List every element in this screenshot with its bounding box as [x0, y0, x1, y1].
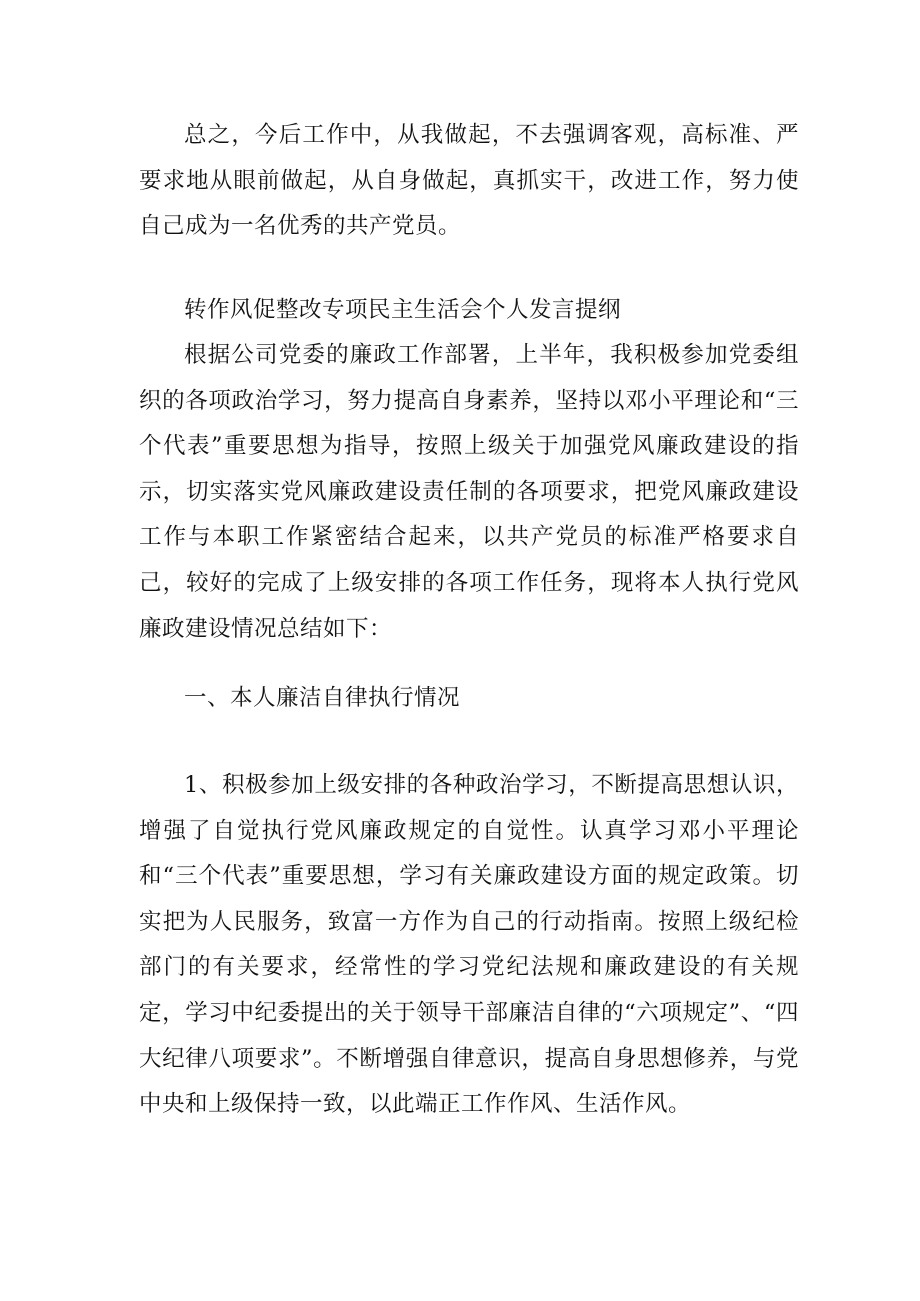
section-heading: 一、本人廉洁自律执行情况: [184, 685, 461, 711]
document-title: 转作风促整改专项民主生活会个人发言提纲: [184, 297, 622, 323]
item-paragraph: 1、积极参加上级安排的各种政治学习，不断提高思想认识，增强了自觉执行党风廉政规定的自觉性。认真学习邓小平理论和“三个代表”重要思想，学习有关廉政建设方面的规定政策。切实把为人民服务，致富一方作为自己的行动指南。按照上级纪检部门的有关要求，经常性的学习党纪法规和廉政建设的有关规定，学习中纪委提出的关于领导干部廉洁自律的“六项规定”、“四大纪律八项要求”。不断增强自律意识，提高自身思想修养，与党中央和上级保持一致，以此端正工作作风、生活作风。: [139, 772, 799, 1118]
intro-paragraph: 根据公司党委的廉政工作部署，上半年，我积极参加党委组织的各项政治学习，努力提高自身素养，坚持以邓小平理论和“三个代表”重要思想为指导，按照上级关于加强党风廉政建设的指示，切实落实党风廉政建设责任制的各项要求，把党风廉政建设工作与本职工作紧密结合起来，以共产党员的标准严格要求自己，较好的完成了上级安排的各项工作任务，现将本人执行党风廉政建设情况总结如下：: [139, 342, 799, 642]
closing-paragraph: 总之，今后工作中，从我做起，不去强调客观，高标准、严要求地从眼前做起，从自身做起，真抓实干，改进工作，努力使自己成为一名优秀的共产党员。: [139, 122, 799, 240]
